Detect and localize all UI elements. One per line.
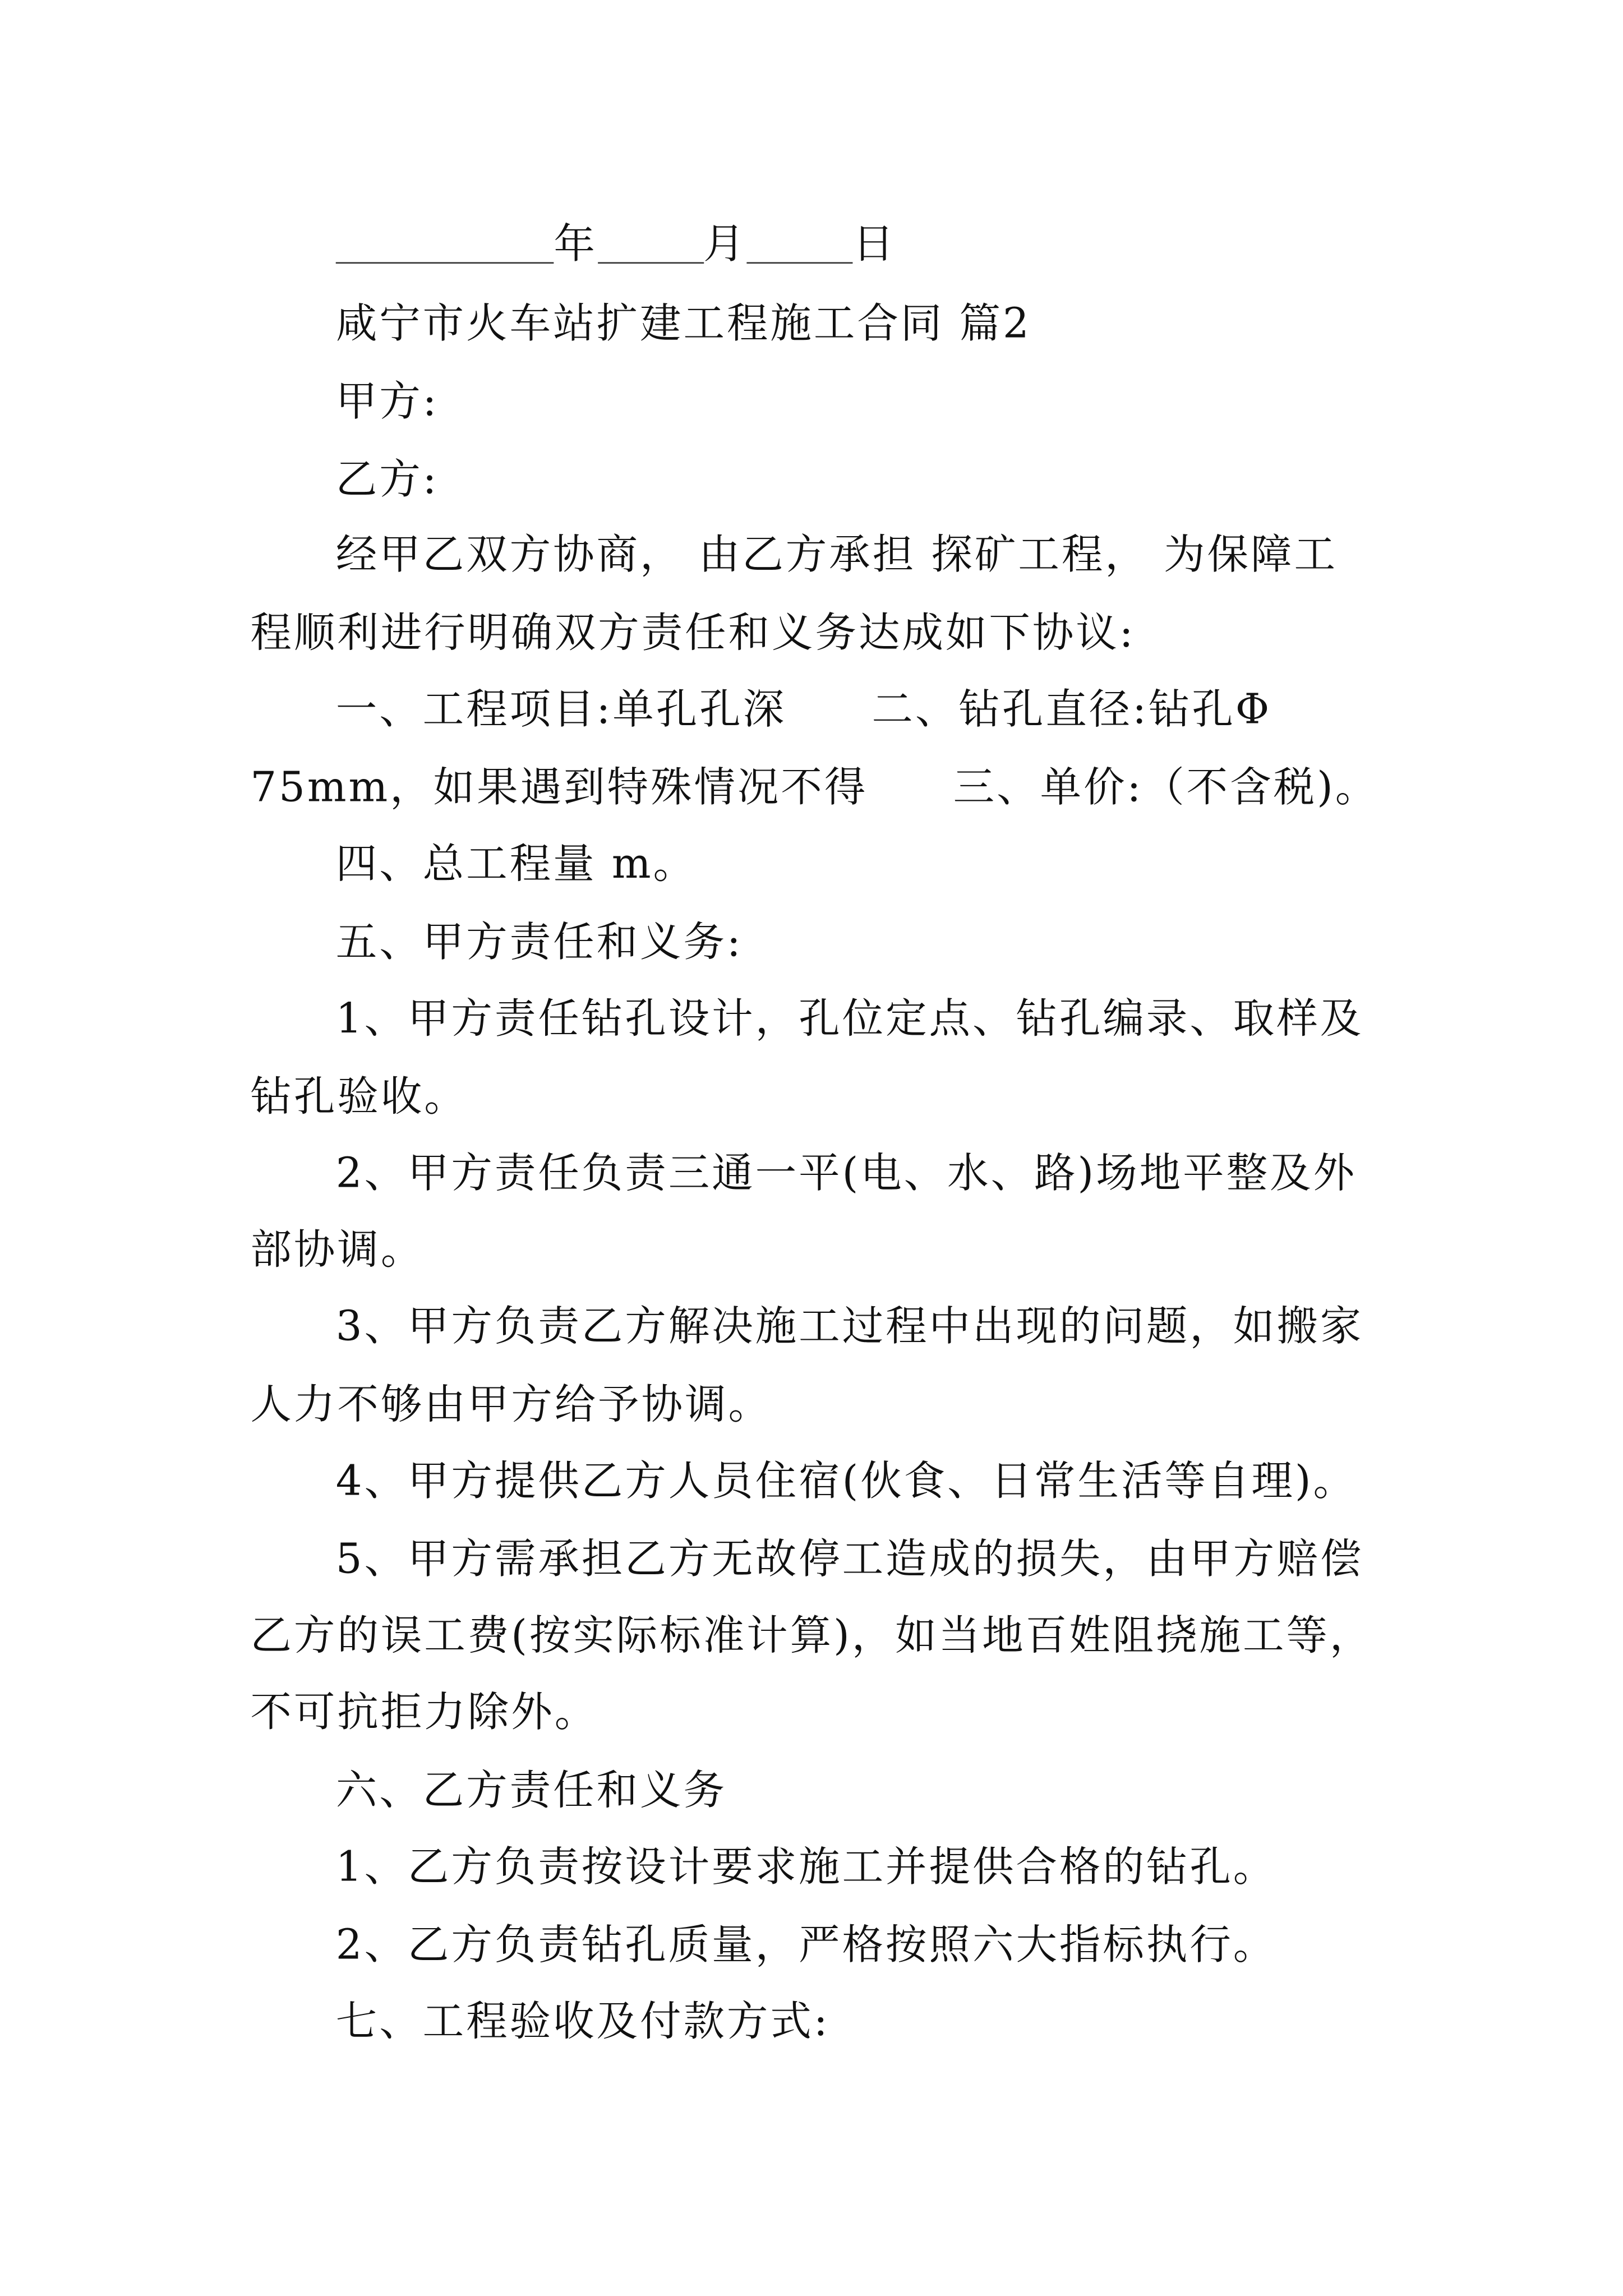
clause-diameter-cont: 75mm，如果遇到特殊情况不得 [250, 763, 868, 812]
clause-price: 三、单价:（不含税)。 [953, 763, 1379, 812]
year-label: 年 [554, 219, 597, 268]
section-5-item-4: 4、甲方提供乙方人员住宿(伙食、日常生活等自理)。 [335, 1456, 1357, 1505]
section-5-item-5-line-1: 5、甲方需承担乙方无故停工造成的损失，由甲方赔偿 [335, 1534, 1364, 1583]
month-blank [597, 221, 703, 264]
section-5-item-1-line-2: 钻孔验收。 [250, 1072, 468, 1121]
clause-diameter: 二、钻孔直径:钻孔Φ [872, 685, 1272, 734]
party-b-label: 乙方: [335, 455, 439, 504]
party-a-label: 甲方: [335, 377, 439, 426]
clause-1-line [336, 680, 1271, 739]
day-label: 日 [852, 219, 897, 268]
section-5-item-5-line-2: 乙方的误工费(按实际标准计算)，如当地百姓阻挠施工等， [250, 1611, 1373, 1660]
clause-1-line-2 [250, 758, 1378, 817]
section-5-item-5-line-3: 不可抗拒力除外。 [250, 1688, 598, 1737]
day-blank [746, 221, 852, 264]
section-7-heading: 七、工程验收及付款方式: [335, 1997, 830, 2046]
section-6-heading: 六、乙方责任和义务 [335, 1765, 727, 1815]
intro-line-1: 经甲乙双方协商， 由乙方承担 探矿工程， 为保障工 [335, 530, 1338, 579]
date-line [336, 215, 896, 274]
section-5-item-3-line-2: 人力不够由甲方给予协调。 [250, 1380, 772, 1429]
section-5-item-1-line-1: 1、甲方责任钻孔设计，孔位定点、钻孔编录、取样及 [335, 994, 1364, 1043]
section-5-heading: 五、甲方责任和义务: [335, 917, 743, 966]
intro-line-2: 程顺利进行明确双方责任和义务达成如下协议: [250, 608, 1136, 657]
clause-total: 四、总工程量 m。 [335, 839, 697, 888]
section-6-item-1: 1、乙方负责按设计要求施工并提供合格的钻孔。 [335, 1842, 1277, 1891]
year-blank [336, 221, 554, 264]
month-label: 月 [703, 219, 747, 268]
contract-title: 咸宁市火车站扩建工程施工合同 篇2 [335, 299, 1031, 348]
section-6-item-2: 2、乙方负责钻孔质量，严格按照六大指标执行。 [335, 1920, 1277, 1969]
section-5-item-3-line-1: 3、甲方负责乙方解决施工过程中出现的问题，如搬家 [335, 1302, 1364, 1351]
section-5-item-2-line-2: 部协调。 [250, 1225, 425, 1274]
section-5-item-2-line-1: 2、甲方责任负责三通一平(电、水、路)场地平整及外 [335, 1149, 1357, 1197]
clause-project: 一、工程项目:单孔孔深 [335, 685, 787, 734]
